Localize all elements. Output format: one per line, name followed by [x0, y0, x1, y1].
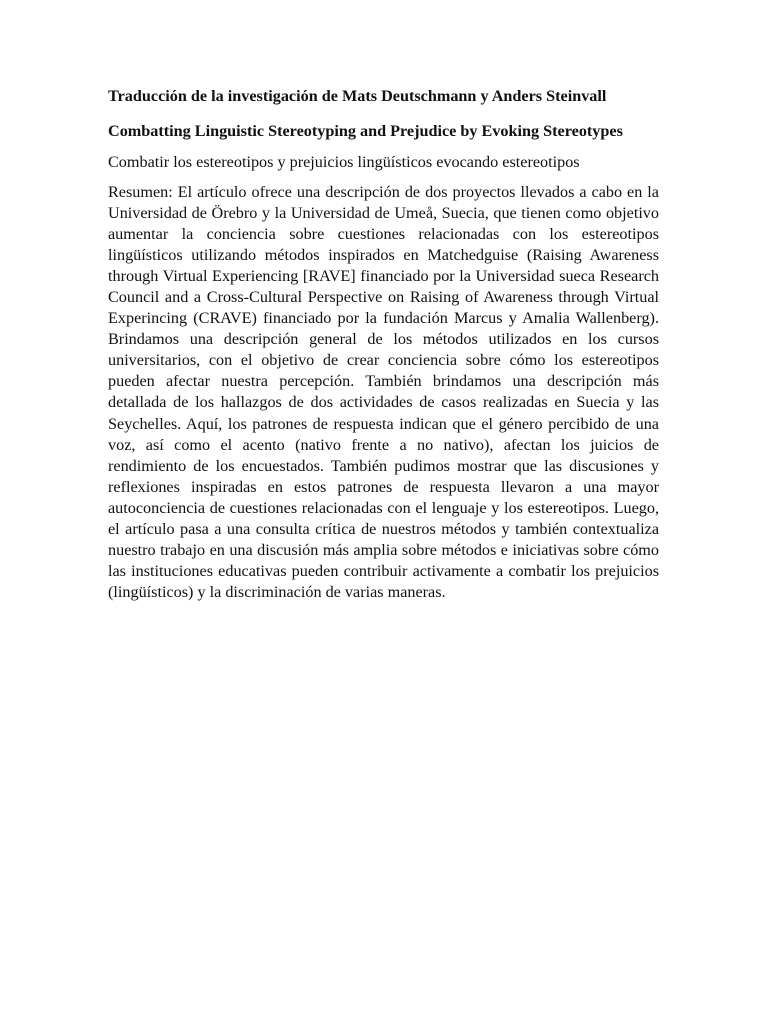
abstract-paragraph: Resumen: El artículo ofrece una descripción de dos proyectos llevados a cabo en la Universidad de Örebro y la Universidad de Umeå, Suecia, que tienen como objetivo aumentar la conciencia sobre cuestiones relacionadas con los estereotipos lingüísticos utilizando métodos inspirados en Matchedguise (Raising Awareness through Virtual Experiencing [RAVE] financiado por la Universidad sueca Research Council and a Cross-Cultural Perspective on Raising of Awareness through Virtual Experincing (CRAVE) financiado por la fundación Marcus y Amalia Wallenberg). Brindamos una descripción general de los métodos utilizados en los cursos universitarios, con el objetivo de crear conciencia sobre cómo los estereotipos pueden afectar nuestra percepción. También brindamos una descripción más detallada de los hallazgos de dos actividades de casos realizadas en Suecia y las Seychelles. Aquí, los patrones de respuesta indican que el género percibido de una voz, así como el acento (nativo frente a no nativo), afectan los juicios de rendimiento de los encuestados. También pudimos mostrar que las discusiones y reflexiones inspiradas en estos patrones de respuesta llevaron a una mayor autoconciencia de cuestiones relacionadas con el lenguaje y los estereotipos. Luego, el artículo pasa a una consulta crítica de nuestros métodos y también contextualiza nuestro trabajo en una discusión más amplia sobre métodos e iniciativas sobre cómo las instituciones educativas pueden contribuir activamente a combatir los prejuicios (lingüísticos) y la discriminación de varias maneras. [108, 182, 659, 602]
spanish-subtitle: Combatir los estereotipos y prejuicios lingüísticos evocando estereotipos [108, 153, 580, 171]
document-page [108, 86, 659, 603]
document-title: Traducción de la investigación de Mats Deutschmann y Anders Steinvall [108, 87, 607, 105]
english-subtitle: Combatting Linguistic Stereotyping and Prejudice by Evoking Stereotypes [108, 121, 623, 140]
